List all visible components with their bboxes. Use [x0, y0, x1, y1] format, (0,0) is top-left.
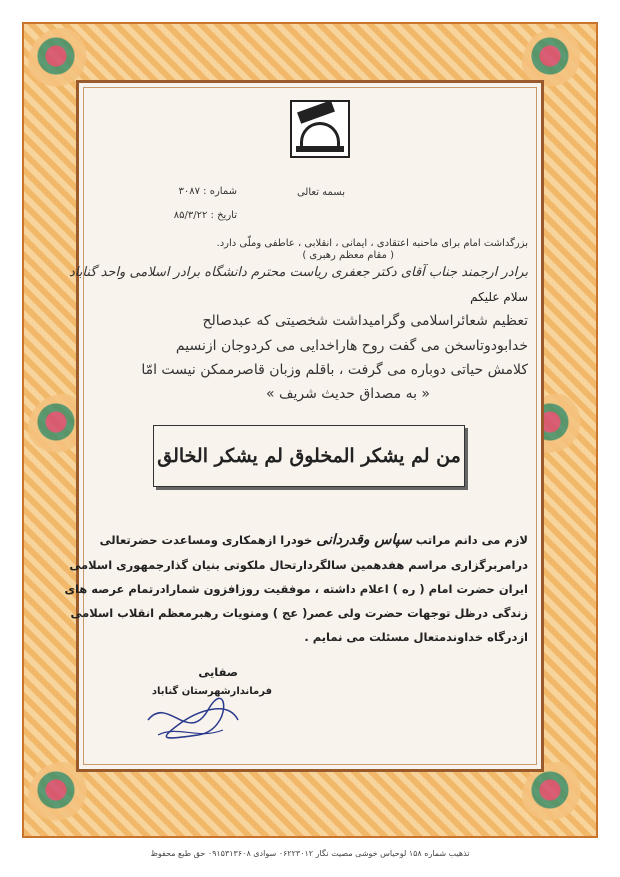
handwritten-signature	[138, 690, 248, 750]
paragraph-line: درامربرگزاری مراسم هفدهمین سالگردارتحال ملکوتی بنیان گذارجمهوری اسلامی	[69, 558, 528, 572]
intro-quote: بزرگداشت امام برای ماحنبه اعتقادی ، ایمانی ، انقلابی ، عاطفی وملّی دارد.	[216, 238, 528, 249]
paragraph-line: تعظیم شعائراسلامی وگرامیداشت شخصیتی که عبدصالح	[202, 313, 528, 329]
paragraph-line: ایران حضرت امام ( ره ) اعلام داشته ، موفقیت روزافزون شمارادرتمام عرصه های	[64, 582, 528, 596]
thanks-line	[100, 532, 528, 548]
paragraph-line: کلامش حیاتی دوباره می گرفت ، باقلم وزبان قاصرممکن نیست امّا	[141, 362, 528, 378]
intro-quote-source: ( مقام معظم رهبری )	[302, 250, 394, 261]
flower-ornament-icon	[28, 762, 98, 832]
paragraph-line: خدابودوتاسخن می گفت روح هاراخدایی می کردوجان ازنسیم	[175, 338, 528, 354]
paragraph-line: ازدرگاه خداوندمتعال مسئلت می نمایم .	[304, 630, 528, 644]
hadith-text: من لم یشکر المخلوق لم یشکر الخالق	[157, 445, 461, 467]
thanks-prefix: لازم می دانم مراتب	[415, 533, 528, 547]
greeting: سلام علیکم	[470, 290, 528, 304]
recipient-line: برادر ارجمند جناب آقای دکتر جعفری ریاست محترم دانشگاه برادر اسلامی واحد گناباد	[69, 265, 528, 280]
thanks-suffix: خودرا ازهمکاری ومساعدت حضرتعالی	[99, 533, 313, 547]
hadith-box	[153, 425, 465, 487]
paragraph-line: زندگی درظل توجهات حضرت ولی عصر( عج ) ومنویات رهبرمعظم انقلاب اسلامی	[70, 606, 528, 620]
footer-credit: تذهیب شماره ۱۵۸ لوحیاس خوشی مصیت نگار ۰۶۲۲۳۰۱۲ سوادی ۰۹۱۵۳۱۳۶۰۸ حق طبع محفوظ	[150, 849, 470, 858]
letter-number: شماره : ۳۰۸۷	[178, 186, 237, 197]
signer-name: صفایی	[198, 665, 238, 679]
bismillah: بسمه تعالی	[296, 187, 345, 198]
paragraph-line: « به مصداق حدیث شریف »	[265, 386, 430, 402]
signer-title: فرماندارشهرستان گناباد	[151, 686, 272, 697]
flower-ornament-icon	[522, 762, 592, 832]
letter-date: تاریخ : ۸۵/۳/۲۲	[173, 210, 237, 221]
organization-logo-icon	[290, 100, 350, 158]
thanks-emphasis: سپاس وقدردانی	[316, 532, 412, 548]
